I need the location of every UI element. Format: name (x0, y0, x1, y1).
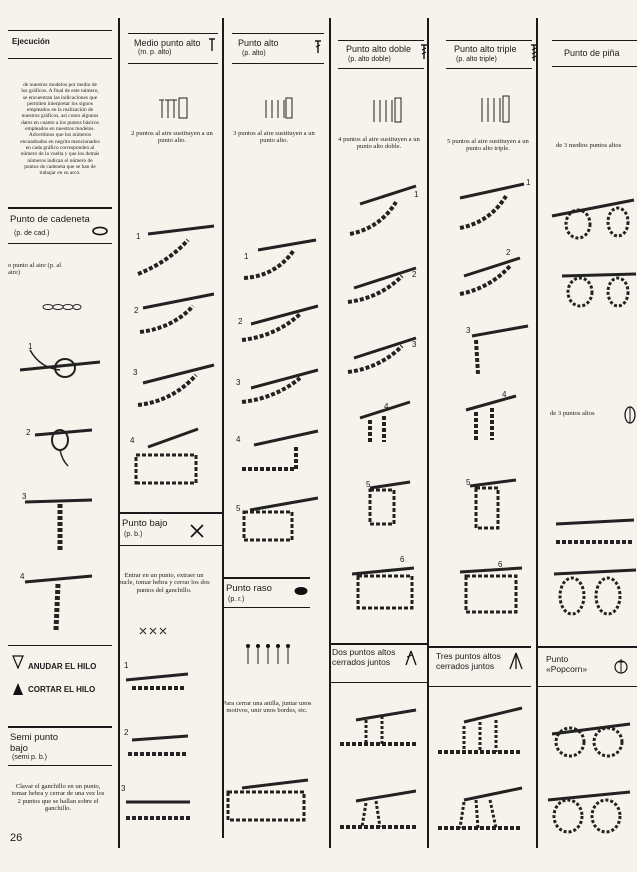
tres-puntos-step-2-diagram (434, 784, 526, 836)
punto-bajo-step-2-diagram (122, 728, 192, 762)
medio-alto-abbrev: (m. p. alto) (138, 49, 172, 56)
step-number: 3 (22, 492, 27, 501)
punto-bajo-chart-symbol (138, 626, 174, 636)
column-divider (427, 18, 429, 848)
step-number: 3 (236, 378, 241, 387)
step-number: 6 (400, 555, 405, 564)
step-number: 3 (121, 784, 126, 793)
popcorn-step-1-diagram (542, 712, 634, 764)
pina-medios-text: de 3 medios puntos altos (556, 142, 622, 149)
rule (8, 243, 112, 244)
alto-triple-symbol-icon (530, 44, 538, 62)
rule (536, 686, 637, 687)
rule (222, 577, 310, 579)
rule (8, 765, 112, 766)
punto-raso-title: Punto raso (226, 583, 272, 594)
chain-step-2-diagram (30, 420, 100, 470)
alto-triple-title: Punto alto triple (454, 44, 517, 54)
rule (8, 645, 112, 646)
punto-bajo-step-1-diagram (122, 660, 192, 694)
column-divider (118, 18, 120, 848)
step-number: 4 (384, 402, 389, 411)
dos-puntos-symbol-icon (404, 650, 418, 666)
cadeneta-title: Punto de cadeneta (10, 214, 90, 225)
pina-medios-step-2-diagram (558, 262, 637, 310)
anudar-triangle-icon (12, 655, 24, 669)
tres-puntos-symbol-icon (508, 652, 524, 670)
rule (8, 726, 112, 728)
chain-step-3-diagram (20, 490, 100, 560)
anudar-label: ANUDAR EL HILO (28, 662, 97, 671)
chain-step-4-diagram (20, 568, 100, 638)
alto-doble-abbrev: (p. alto doble) (348, 56, 391, 63)
step-number: 1 (136, 232, 141, 241)
alto-triple-step-6-diagram (452, 562, 532, 618)
rule (427, 686, 531, 687)
column-divider (222, 18, 224, 838)
punto-alto-abbrev: (p. alto) (242, 50, 266, 57)
popcorn-symbol-icon (614, 658, 628, 674)
rule (329, 682, 427, 683)
rule (552, 66, 637, 67)
popcorn-step-2-diagram (542, 786, 634, 836)
pina-altos-step-1-diagram (552, 512, 637, 552)
step-number: 3 (412, 340, 417, 349)
semi-bajo-title: Semi punto bajo (10, 732, 59, 754)
punto-raso-dot-icon (294, 586, 308, 596)
alto-doble-title: Punto alto doble (346, 44, 412, 54)
chain-oval-icon (92, 226, 108, 236)
step-number: 3 (133, 368, 138, 377)
medio-alto-step-1-diagram (128, 222, 218, 282)
step-number: 1 (414, 190, 419, 199)
pina-altos-step-2-diagram (550, 564, 637, 618)
punto-bajo-title: Punto bajo (122, 518, 168, 529)
punto-alto-text: 3 puntos al aire sustituyen a un punto alto. (233, 130, 315, 145)
step-number: 2 (124, 728, 129, 737)
rule (232, 63, 324, 64)
dos-puntos-step-2-diagram (336, 785, 420, 835)
alto-doble-step-3-diagram (340, 330, 420, 380)
rule (128, 33, 218, 34)
punto-bajo-abbrev: (p. b.) (124, 531, 143, 538)
pina-title: Punto de piña (564, 48, 620, 58)
rule (8, 58, 112, 59)
medio-alto-step-4-diagram (128, 425, 218, 490)
ejecucion-text: de nuestros modelos por medio de los gráficos. A final de este número, se encuentran las indicaciones que permiten interpretar los signos empleados en la realización de nuestros gráficos, así como algunos datos en cuanto a los puntos básicos empleados en nuestros modelos. Advertimos que los números encuadrados en negrita mencionados en cada gráfico corresponden al número de la vuelta y que los demás números indican el número de puntos de cadeneta que se han de trabajar en su arco. (20, 82, 100, 177)
cortar-label: CORTAR EL HILO (28, 685, 96, 694)
alto-doble-step-5-diagram (350, 480, 420, 530)
rule (222, 607, 310, 608)
punto-raso-text: Para cerrar una anilla, juntar unos motivos, unir unos bordes, etc. (222, 700, 312, 715)
step-number: 5 (366, 480, 371, 489)
medio-alto-step-2-diagram (128, 288, 218, 343)
pina-medios-step-1-diagram (548, 186, 637, 242)
medio-alto-symbol-icon (208, 38, 216, 52)
alto-doble-step-6-diagram (344, 560, 424, 615)
chain-step-1-diagram (10, 340, 110, 390)
alto-triple-step-3-diagram (452, 322, 532, 382)
alto-doble-step-1-diagram (340, 182, 420, 242)
step-number: 1 (526, 178, 531, 187)
punto-alto-symbol-icon (314, 40, 322, 54)
punto-alto-step-1-diagram (236, 236, 321, 286)
rule (338, 68, 424, 69)
alto-doble-symbol-icon (420, 44, 428, 60)
rule (427, 646, 531, 648)
alto-triple-step-1-diagram (450, 176, 530, 236)
punto-bajo-x-icon (190, 524, 204, 538)
step-number: 2 (134, 306, 139, 315)
rule (446, 40, 532, 41)
popcorn-title: Punto «Popcorn» (546, 654, 588, 674)
dos-puntos-title: Dos puntos altos cerrados juntos (332, 647, 396, 667)
medio-alto-title: Medio punto alto (134, 38, 201, 48)
step-number: 3 (466, 326, 471, 335)
step-number: 4 (130, 436, 135, 445)
ejecucion-title: Ejecución (12, 37, 50, 46)
step-number: 4 (236, 435, 241, 444)
punto-alto-step-2-diagram (236, 300, 321, 348)
punto-raso-chart-symbol (242, 642, 292, 666)
punto-bajo-step-3-diagram (120, 790, 195, 826)
tres-puntos-step-1-diagram (434, 704, 526, 760)
rule (552, 40, 637, 41)
step-number: 4 (20, 572, 25, 581)
step-number: 1 (28, 342, 33, 351)
rule (338, 40, 424, 41)
punto-alto-step-4-diagram (236, 425, 321, 475)
medio-alto-text: 2 puntos al aire sustituyen a un punto alto. (131, 130, 213, 145)
alto-doble-text: 4 puntos al aire sustituyen a un punto alto doble. (338, 136, 420, 151)
step-number: 1 (244, 252, 249, 261)
punto-alto-chart-symbol (262, 96, 294, 122)
step-number: 2 (26, 428, 31, 437)
cortar-triangle-icon (12, 682, 24, 696)
punto-alto-step-5-diagram (236, 494, 321, 546)
rule (118, 512, 222, 514)
rule (446, 68, 532, 69)
semi-bajo-text: Clavar el ganchillo en un punto, tomar hebra y cerrar de una vez los 2 puntos que se hallan sobre el ganchillo. (11, 783, 105, 813)
rule (8, 207, 112, 209)
alto-triple-step-2-diagram (450, 250, 530, 300)
alto-doble-step-2-diagram (340, 260, 420, 310)
punto-raso-diagram (222, 776, 312, 826)
medio-alto-step-3-diagram (128, 355, 218, 415)
cadeneta-abbrev: (p. de cad.) (14, 230, 50, 237)
alto-doble-chart-symbol (370, 96, 404, 126)
punto-raso-abbrev: (p. r.) (228, 596, 245, 603)
step-number: 6 (498, 560, 503, 569)
column-divider (329, 18, 331, 848)
punto-bajo-text: Entrar en un punto, extraer un bucle, tomar hebra y cerrar los dos puntos del ganchillo. (118, 572, 210, 594)
alto-triple-chart-symbol (478, 94, 512, 126)
alto-triple-text: 5 puntos al aire sustituyen a un punto alto triple. (447, 138, 529, 153)
step-number: 1 (124, 661, 129, 670)
aire-text: o punto al aire (p. al aire) (8, 262, 62, 277)
alto-triple-abbrev: (p. alto triple) (456, 56, 497, 63)
chain-symbol-diagram (42, 300, 82, 314)
rule (536, 646, 637, 648)
step-number: 2 (506, 248, 511, 257)
punto-alto-step-3-diagram (236, 362, 321, 410)
alto-triple-step-4-diagram (456, 390, 526, 446)
pina-altos-text: de 3 puntos altos (550, 410, 595, 417)
step-number: 2 (238, 317, 243, 326)
rule (8, 30, 112, 31)
column-divider (536, 18, 538, 848)
punto-alto-title: Punto alto (238, 38, 279, 48)
step-number: 2 (412, 270, 417, 279)
rule (128, 63, 218, 64)
page-number: 26 (10, 832, 23, 844)
rule (232, 33, 324, 34)
dos-puntos-step-1-diagram (336, 700, 420, 750)
step-number: 5 (236, 504, 241, 513)
pina-symbol-icon (624, 406, 636, 424)
rule (329, 643, 427, 645)
semi-bajo-abbrev: (semi p. b.) (12, 754, 48, 761)
step-number: 5 (466, 478, 471, 487)
tres-puntos-title: Tres puntos altos cerrados juntos (436, 651, 501, 671)
rule (118, 545, 222, 546)
step-number: 4 (502, 390, 507, 399)
medio-alto-chart-symbol (158, 96, 190, 122)
